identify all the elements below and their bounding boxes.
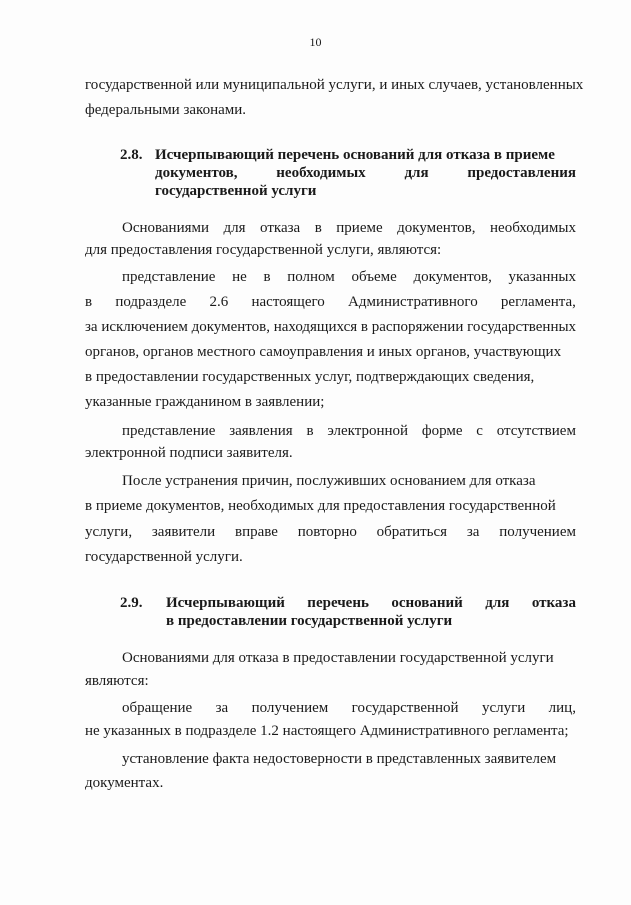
intro-line-1: государственной или муниципальной услуги, и иных случаев, установленных bbox=[85, 77, 584, 93]
s28-p2-line-3: за исключением документов, находящихся в распоряжении государственных bbox=[85, 319, 577, 335]
s28-p4-line-1: После устранения причин, послуживших основанием для отказа bbox=[122, 473, 536, 489]
s29-p1-line-2: являются: bbox=[85, 673, 149, 689]
s29-p3-line-2: документах. bbox=[85, 775, 164, 791]
section-2-9-number: 2.9. bbox=[120, 595, 143, 611]
s28-p2-line-5: в предоставлении государственных услуг, подтверждающих сведения, bbox=[85, 369, 535, 385]
s28-p1-line-2: для предоставления государственной услуги, являются: bbox=[85, 242, 442, 258]
s29-p1-line-1: Основаниями для отказа в предоставлении государственной услуги bbox=[122, 650, 554, 666]
section-2-8-heading-line-3: государственной услуги bbox=[155, 183, 317, 199]
section-2-9-heading-line-1: Исчерпывающий перечень оснований для отказа bbox=[166, 595, 576, 611]
s29-p3-line-1: установление факта недостоверности в представленных заявителем bbox=[122, 751, 557, 767]
s28-p4-line-2: в приеме документов, необходимых для предоставления государственной bbox=[85, 498, 556, 514]
s29-p2-line-1: обращение за получением государственной услуги лиц, bbox=[122, 700, 576, 716]
s28-p2-line-2: в подразделе 2.6 настоящего Административного регламента, bbox=[85, 294, 576, 310]
section-2-8-heading-line-2: документов, необходимых для предоставления bbox=[155, 165, 576, 181]
s28-p2-line-4: органов, органов местного самоуправления и иных органов, участвующих bbox=[85, 344, 562, 360]
s28-p2-line-1: представление не в полном объеме документов, указанных bbox=[122, 269, 576, 285]
s28-p3-line-2: электронной подписи заявителя. bbox=[85, 445, 293, 461]
s28-p2-line-6: указанные гражданином в заявлении; bbox=[85, 394, 325, 410]
page-number: 10 bbox=[309, 35, 322, 49]
s28-p4-line-4: государственной услуги. bbox=[85, 549, 243, 565]
s28-p3-line-1: представление заявления в электронной форме с отсутствием bbox=[122, 423, 576, 439]
s28-p4-line-3: услуги, заявители вправе повторно обратиться за получением bbox=[85, 524, 576, 540]
section-2-8-number: 2.8. bbox=[120, 147, 143, 163]
intro-line-2: федеральными законами. bbox=[85, 102, 247, 118]
s29-p2-line-2: не указанных в подразделе 1.2 настоящего Административного регламента; bbox=[85, 723, 569, 739]
section-2-9-heading-line-2: в предоставлении государственной услуги bbox=[166, 613, 453, 629]
section-2-8-heading-line-1: Исчерпывающий перечень оснований для отказа в приеме bbox=[155, 147, 555, 163]
s28-p1-line-1: Основаниями для отказа в приеме документов, необходимых bbox=[122, 220, 576, 236]
